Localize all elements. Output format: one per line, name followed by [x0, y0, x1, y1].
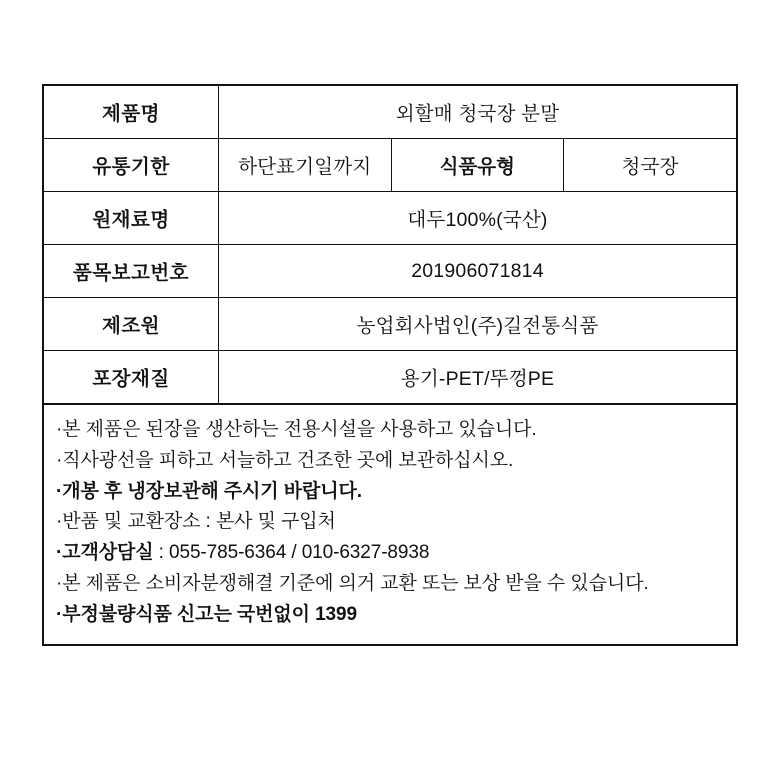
product-label-box [42, 84, 738, 646]
spec-key-packaging: 포장재질 [44, 351, 219, 404]
spec-key-expiry: 유통기한 [44, 139, 219, 192]
spec-value-manufacturer: 농업회사법인(주)길전통식품 [219, 298, 737, 351]
note-line-return-exchange: ·반품 및 교환장소 : 본사 및 구입처 [56, 511, 336, 533]
customer-service-label: ·고객상담실 [56, 542, 154, 564]
note-line-facility: ·본 제품은 된장을 생산하는 전용시설을 사용하고 있습니다. [56, 419, 537, 440]
note-line-refrigerate: ·개봉 후 냉장보관해 주시기 바랍니다. [56, 480, 362, 502]
product-spec-table [44, 86, 736, 403]
table-row [44, 351, 736, 404]
spec-key-food-type: 식품유형 [391, 139, 564, 192]
customer-service-numbers: : 055-785-6364 / 010-6327-8938 [153, 542, 430, 564]
table-row [44, 245, 736, 298]
note-line-customer-service [44, 538, 736, 569]
table-row [44, 192, 736, 245]
table-row [44, 139, 736, 192]
table-row [44, 298, 736, 351]
spec-value-product-name: 외할매 청국장 분말 [219, 86, 737, 139]
spec-value-food-type: 청국장 [564, 139, 737, 192]
note-line-dispute-resolution: ·본 제품은 소비자분쟁해결 기준에 의거 교환 또는 보상 받을 수 있습니다. [56, 572, 649, 594]
spec-key-report-number: 품목보고번호 [44, 245, 219, 298]
spec-value-packaging: 용기-PET/뚜껑PE [219, 351, 737, 404]
spec-value-expiry: 하단표기일까지 [219, 139, 392, 192]
table-row [44, 86, 736, 139]
spec-key-product-name: 제품명 [44, 86, 219, 139]
spec-value-ingredients: 대두100%(국산) [219, 192, 737, 245]
note-line-report-hotline: ·부정불량식품 신고는 국번없이 1399 [56, 603, 357, 625]
note-line-storage: ·직사광선을 피하고 서늘하고 건조한 곳에 보관하십시오. [56, 449, 514, 471]
spec-key-manufacturer: 제조원 [44, 298, 219, 351]
spec-key-ingredients: 원재료명 [44, 192, 219, 245]
spec-value-report-number: 201906071814 [219, 245, 737, 298]
label-notes [44, 403, 736, 644]
